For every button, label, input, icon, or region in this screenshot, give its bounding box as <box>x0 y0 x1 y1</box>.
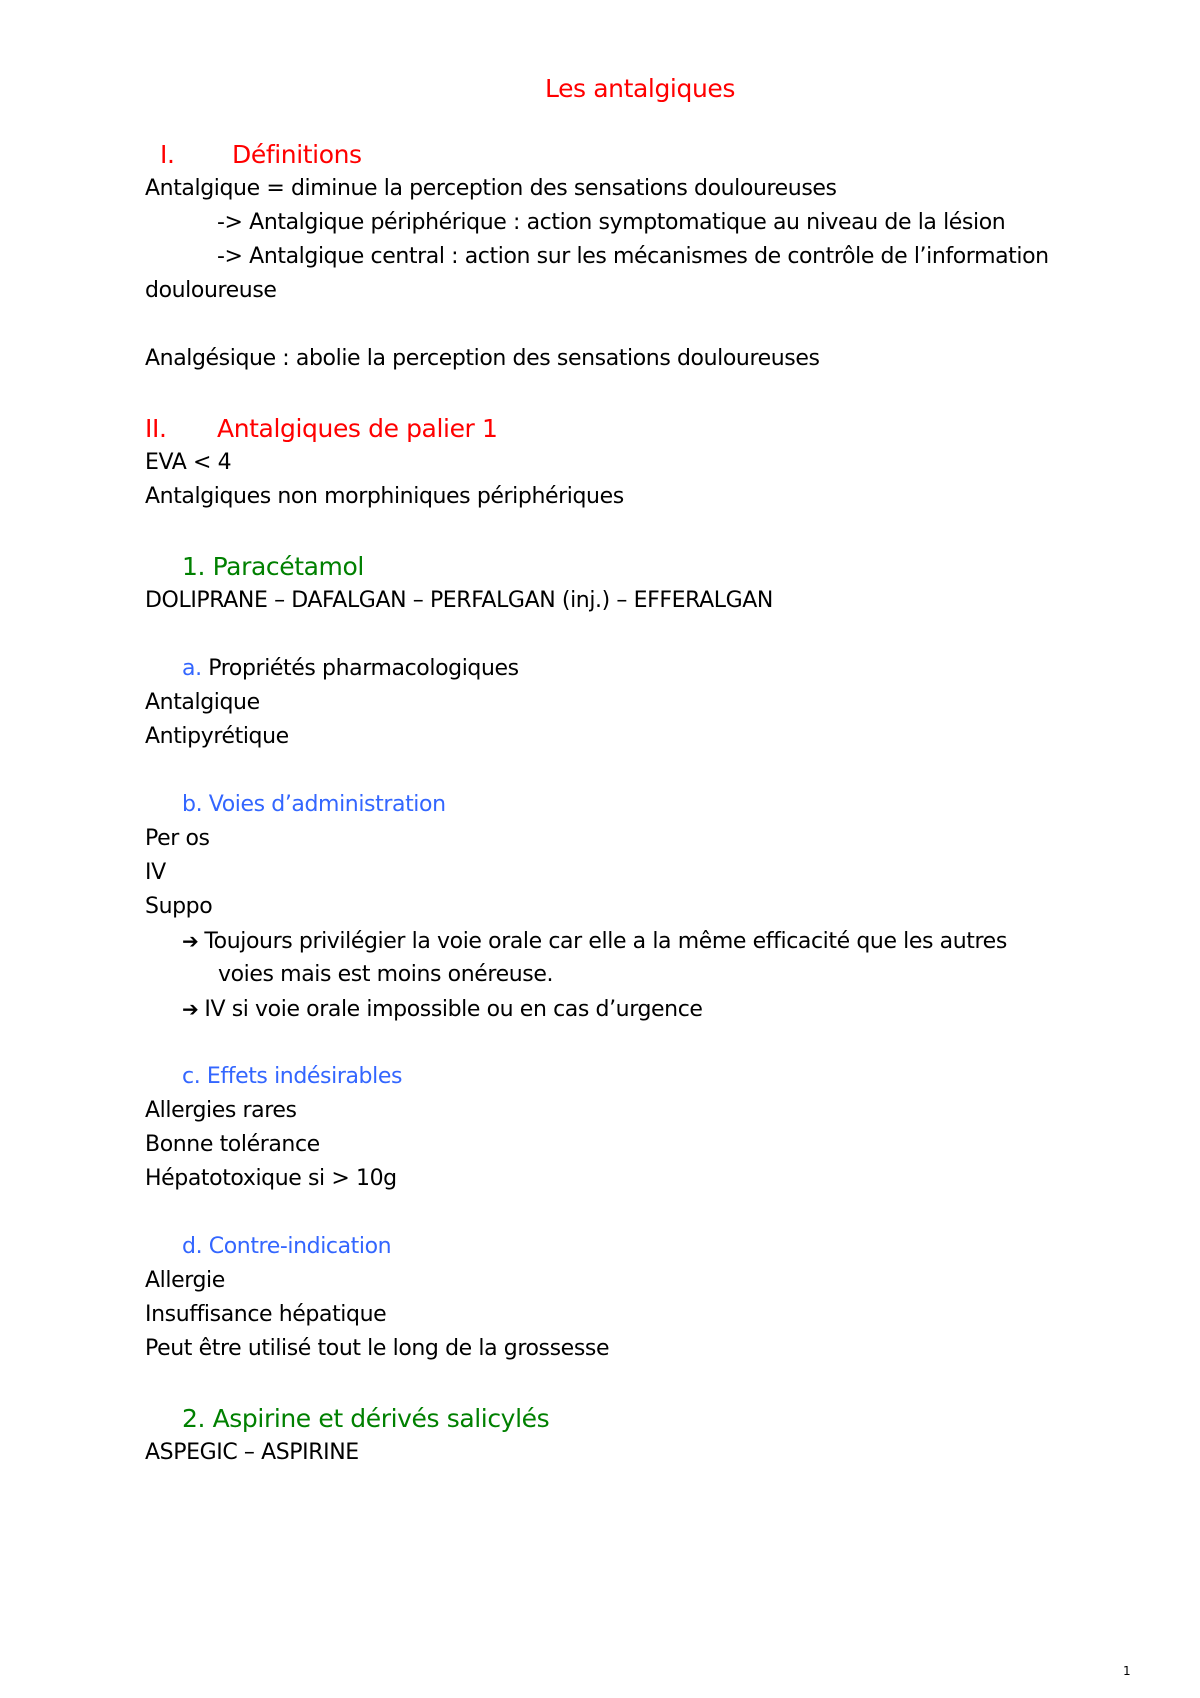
section-number: II. <box>145 414 167 443</box>
section-heading-palier1 <box>145 414 498 444</box>
body-line: Antalgiques non morphiniques périphériques <box>145 484 624 509</box>
definition-line: -> Antalgique central : action sur les mécanismes de contrôle de l’information <box>217 244 1049 269</box>
list-item: Peut être utilisé tout le long de la grossesse <box>145 1336 610 1361</box>
page-number: 1 <box>1123 1664 1131 1678</box>
subheading-side-effects: c. Effets indésirables <box>182 1064 403 1089</box>
list-item: Bonne tolérance <box>145 1132 320 1157</box>
subheading-administration: b. Voies d’administration <box>182 792 446 817</box>
arrow-note-text: IV si voie orale impossible ou en cas d’urgence <box>204 997 703 1022</box>
subsection-heading-paracetamol: 1. Paracétamol <box>182 552 364 581</box>
section-number: I. <box>160 140 175 169</box>
list-item: Antalgique <box>145 690 260 715</box>
list-item: IV <box>145 860 166 885</box>
subheading-contraindication: d. Contre-indication <box>182 1234 392 1259</box>
definition-line: Analgésique : abolie la perception des sensations douloureuses <box>145 346 820 371</box>
arrow-right-icon: ➔ <box>182 929 199 953</box>
subheading-label: Propriétés pharmacologiques <box>208 656 519 681</box>
list-item: Antipyrétique <box>145 724 289 749</box>
arrow-note <box>182 926 1007 957</box>
list-item: Per os <box>145 826 210 851</box>
brand-list: DOLIPRANE – DAFALGAN – PERFALGAN (inj.) – EFFERALGAN <box>145 588 773 613</box>
arrow-note-continuation: voies mais est moins onéreuse. <box>218 962 554 987</box>
list-item: Hépatotoxique si > 10g <box>145 1166 397 1191</box>
arrow-right-icon: ➔ <box>182 997 199 1021</box>
brand-list: ASPEGIC – ASPIRINE <box>145 1440 359 1465</box>
list-item: Insuffisance hépatique <box>145 1302 387 1327</box>
arrow-note-text: Toujours privilégier la voie orale car elle a la même efficacité que les autres <box>204 929 1007 954</box>
section-label: Antalgiques de palier 1 <box>217 414 498 443</box>
definition-line: douloureuse <box>145 278 277 303</box>
list-item: Suppo <box>145 894 213 919</box>
section-heading-definitions <box>160 140 362 170</box>
subheading-properties <box>182 654 519 684</box>
list-item: Allergie <box>145 1268 225 1293</box>
arrow-note <box>182 994 703 1025</box>
subheading-letter: a. <box>182 656 202 681</box>
section-label: Définitions <box>232 140 362 169</box>
list-item: Allergies rares <box>145 1098 297 1123</box>
page-title: Les antalgiques <box>544 74 735 103</box>
definition-line: -> Antalgique périphérique : action symptomatique au niveau de la lésion <box>217 210 1006 235</box>
subsection-heading-aspirine: 2. Aspirine et dérivés salicylés <box>182 1404 550 1433</box>
body-line: EVA < 4 <box>145 450 232 475</box>
definition-line: Antalgique = diminue la perception des sensations douloureuses <box>145 176 837 201</box>
